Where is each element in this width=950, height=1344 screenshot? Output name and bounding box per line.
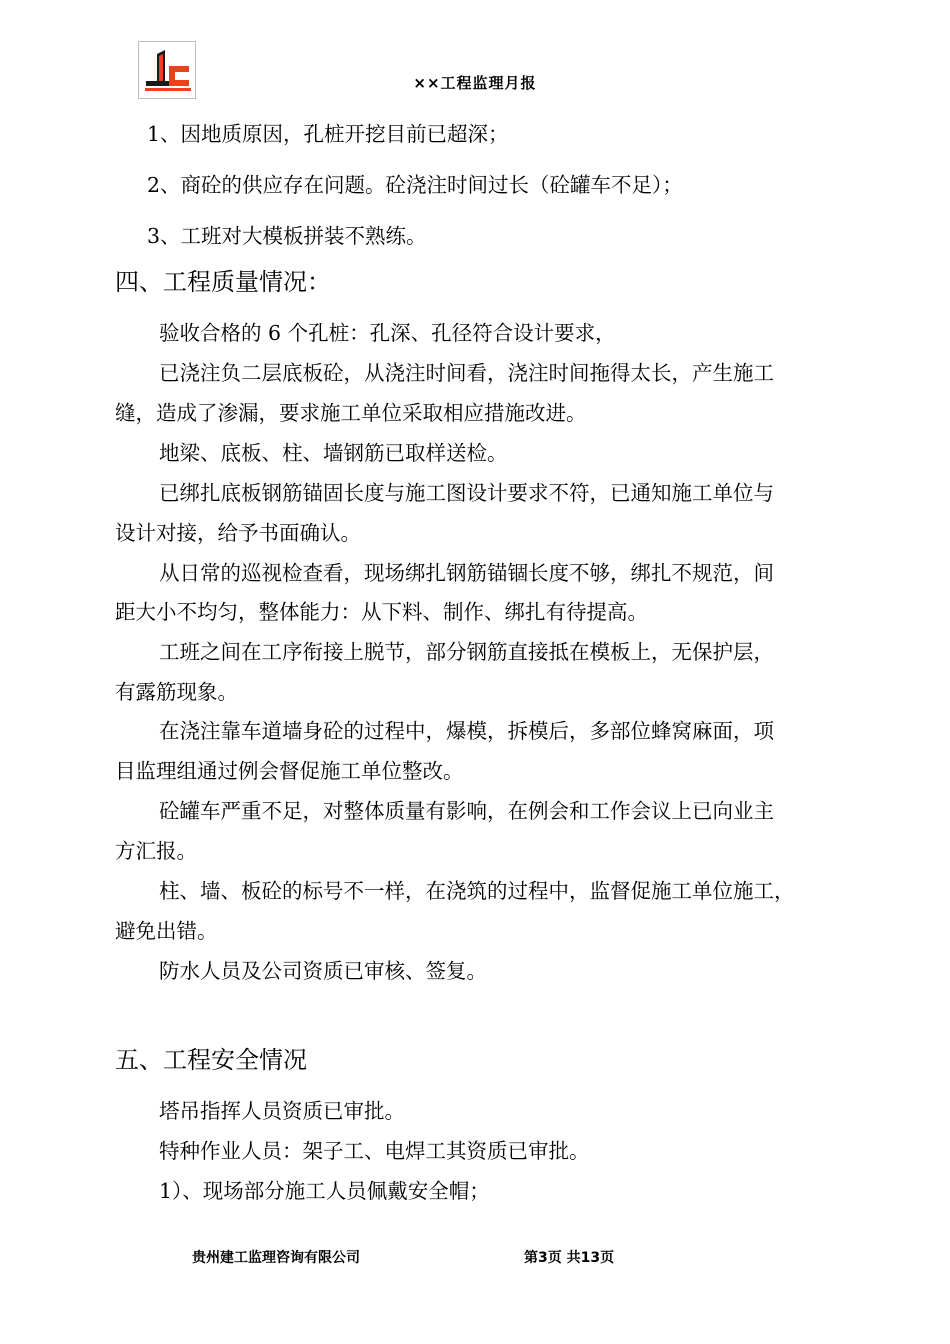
quality-line: 防水人员及公司资质已审核、签复。 — [159, 959, 487, 983]
footer-page-number: 第3页 共13页 — [524, 1250, 615, 1266]
section-heading-safety: 五、工程安全情况 — [115, 1046, 307, 1074]
quality-line: 在浇注靠车道墙身砼的过程中，爆模，拆模后，多部位蜂窝麻面，项 — [159, 719, 774, 743]
safety-line: 塔吊指挥人员资质已审批。 — [159, 1099, 405, 1123]
report-title: ××工程监理月报 — [413, 74, 537, 92]
quality-line: 方汇报。 — [115, 839, 197, 863]
quality-line: 目监理组通过例会督促施工单位整改。 — [115, 759, 464, 783]
quality-line: 距大小不均匀，整体能力：从下料、制作、绑扎有待提高。 — [115, 600, 648, 624]
quality-line: 柱、墙、板砼的标号不一样，在浇筑的过程中，监督促施工单位施工， — [159, 879, 795, 903]
quality-line: 已浇注负二层底板砼，从浇注时间看，浇注时间拖得太长，产生施工 — [159, 361, 774, 385]
safety-line: 特种作业人员：架子工、电焊工其资质已审批。 — [159, 1139, 590, 1163]
quality-line: 从日常的巡视检查看，现场绑扎钢筋锚锢长度不够，绑扎不规范，间 — [159, 561, 774, 585]
quality-line: 工班之间在工序衔接上脱节，部分钢筋直接抵在模板上，无保护层， — [159, 640, 774, 664]
safety-line: 1）、现场部分施工人员佩戴安全帽； — [159, 1179, 490, 1203]
quality-line: 避免出错。 — [115, 919, 218, 943]
quality-line: 缝，造成了渗漏，要求施工单位采取相应措施改进。 — [115, 401, 587, 425]
problem-item-3: 3、工班对大模板拼装不熟练。 — [147, 224, 427, 248]
quality-line: 有露筋现象。 — [115, 680, 238, 704]
quality-line: 已绑扎底板钢筋锚固长度与施工图设计要求不符，已通知施工单位与 — [159, 481, 774, 505]
quality-line: 地梁、底板、柱、墙钢筋已取样送检。 — [159, 441, 508, 465]
footer-company: 贵州建工监理咨询有限公司 — [192, 1250, 360, 1266]
quality-line: 砼罐车严重不足，对整体质量有影响，在例会和工作会议上已向业主 — [159, 799, 774, 823]
quality-line: 设计对接，给予书面确认。 — [115, 521, 361, 545]
section-heading-quality: 四、工程质量情况： — [115, 268, 331, 296]
quality-line: 验收合格的 6 个孔桩：孔深、孔径符合设计要求， — [159, 321, 616, 345]
problem-item-2: 2、商砼的供应存在问题。砼浇注时间过长（砼罐车不足）； — [147, 173, 683, 197]
problem-item-1: 1、因地质原因，孔桩开挖目前已超深； — [147, 122, 509, 146]
